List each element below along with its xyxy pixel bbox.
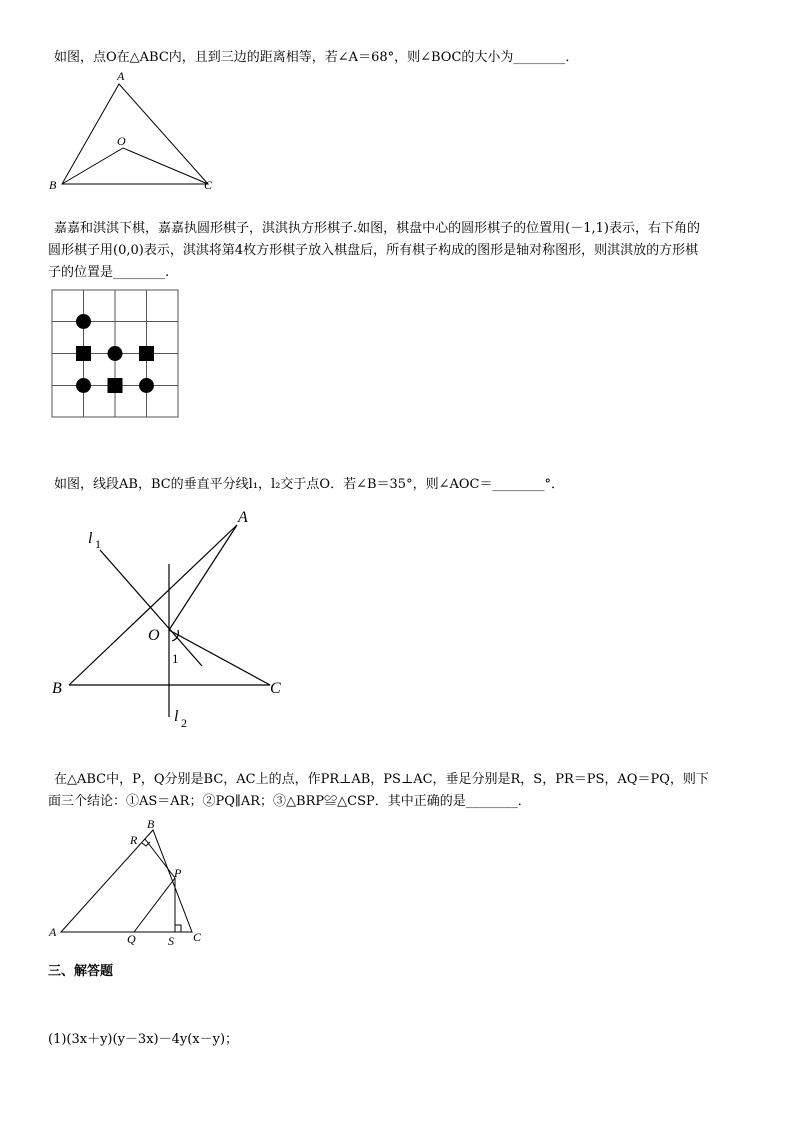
- label-c: C: [193, 930, 202, 944]
- line-l2-subscript: 2: [181, 716, 187, 730]
- line-l1-label: l: [88, 530, 93, 547]
- triangle-abc-figure-1: [40, 65, 230, 200]
- question-1-text: 如图，点O在△ABC内，且到三边的距离相等，若∠A＝68°，则∠BOC的大小为________．: [54, 50, 579, 65]
- section-heading: 三、解答题: [48, 964, 114, 979]
- label-p: P: [174, 866, 182, 880]
- line-l1-subscript: 1: [95, 537, 101, 551]
- line-l2-label: l: [174, 708, 179, 725]
- question-2-line-3: 子的位置是________.: [48, 265, 170, 280]
- round-piece: [76, 378, 91, 393]
- square-piece: [108, 378, 123, 393]
- label-a: A: [49, 925, 57, 939]
- label-s: S: [168, 934, 174, 948]
- label-q: Q: [127, 932, 136, 946]
- chessboard-figure: [51, 289, 181, 420]
- label-r: R: [130, 833, 138, 847]
- label-b: B: [52, 680, 62, 697]
- round-piece: [139, 378, 154, 393]
- angle-1-label: 1: [172, 651, 179, 666]
- label-c: C: [270, 680, 281, 697]
- label-a: A: [238, 509, 248, 526]
- label-a: A: [117, 69, 125, 83]
- question-4-line-1: 在△ABC中，P，Q分别是BC，AC上的点，作PR⊥AB，PS⊥AC，垂足分别是R，S，PR＝PS，AQ＝PQ，则下: [54, 772, 709, 787]
- label-b: B: [147, 817, 155, 831]
- question-3-text: 如图，线段AB，BC的垂直平分线l₁，l₂交于点O．若∠B＝35°，则∠AOC＝________°．: [54, 477, 564, 492]
- square-piece: [139, 346, 154, 361]
- question-2-line-2: 圆形棋子用(0,0)表示，淇淇将第4枚方形棋子放入棋盘后，所有棋子构成的图形是轴对称图形，则淇淇放的方形棋: [48, 243, 699, 258]
- label-c: C: [204, 178, 213, 192]
- square-piece: [76, 346, 91, 361]
- triangle-prs-figure: [40, 812, 215, 952]
- question-2-line-1: 嘉嘉和淇淇下棋，嘉嘉执圆形棋子，淇淇执方形棋子.如图，棋盘中心的圆形棋子的位置用(－1,1)表示，右下角的: [54, 221, 700, 236]
- label-o: O: [148, 627, 160, 644]
- label-b: B: [49, 178, 57, 192]
- round-piece: [108, 346, 123, 361]
- round-piece: [76, 314, 91, 329]
- question-4-line-2: 面三个结论：①AS＝AR；②PQ∥AR；③△BRP≌△CSP．其中正确的是________．: [48, 794, 531, 809]
- label-o: O: [117, 134, 126, 148]
- problem-1-text: (1)(3x＋y)(y－3x)－4y(x－y)；: [48, 1032, 239, 1047]
- perpendicular-bisector-figure: [40, 500, 300, 740]
